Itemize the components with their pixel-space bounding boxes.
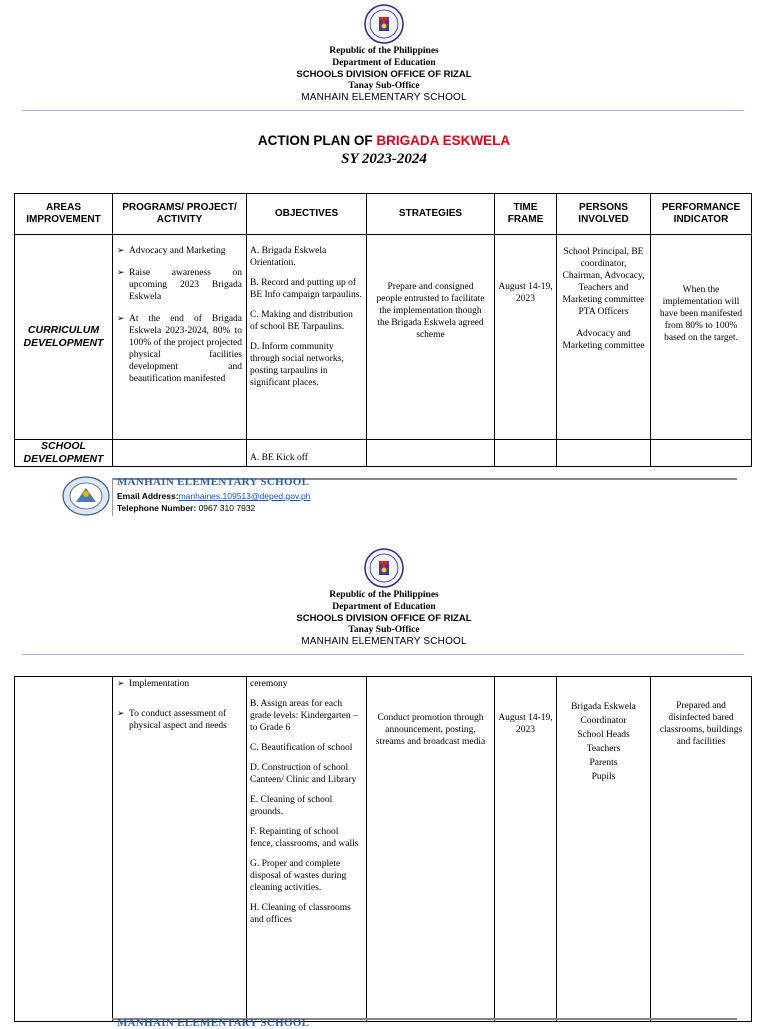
objective-item: C. Making and distribution of school BE Tarpaulins. xyxy=(250,310,353,332)
list-item: ➢ At the end of Brigada Eskwela 2023-2024, 80% to 100% of the project projected physical facilities development and beautification manifested xyxy=(117,314,242,384)
persons-item: Brigada Eskwela Coordinator xyxy=(571,702,636,726)
header-republic: Republic of the Philippines xyxy=(329,590,439,600)
persons-cell xyxy=(557,440,651,467)
header-republic: Republic of the Philippines xyxy=(329,46,439,56)
objective-item: B. Record and putting up of BE Info campaign tarpaulins. xyxy=(250,278,362,300)
objectives-cell xyxy=(247,677,367,1022)
footer-school-name: MANHAIN ELEMENTARY SCHOOL xyxy=(117,1017,310,1029)
header-department: Department of Education xyxy=(332,57,436,68)
deped-seal-icon xyxy=(364,4,404,44)
col-time-frame: TIME FRAME xyxy=(495,194,557,235)
col-areas: AREAS IMPROVEMENT xyxy=(15,194,113,235)
area-cell: CURRICULUM DEVELOPMENT xyxy=(15,235,113,440)
persons-cell xyxy=(557,677,651,1022)
header-school: MANHAIN ELEMENTARY SCHOOL xyxy=(301,636,467,647)
col-persons: PERSONS INVOLVED xyxy=(557,194,651,235)
persons-cell xyxy=(557,235,651,440)
persons-item: Pupils xyxy=(591,772,616,782)
footer-phone: Telephone Number: 0967 310 7932 xyxy=(117,503,256,513)
objective-item: F. Repainting of school fence, classrooms, and walls xyxy=(250,827,359,849)
persons-item: Teachers xyxy=(586,744,621,754)
arrow-bullet-icon: ➢ xyxy=(117,246,125,256)
list-item: ➢ Raise awareness on upcoming 2023 Brigada Eskwela xyxy=(117,268,242,302)
persons-item: School Principal, BE coordinator, Chairman, Advocacy, Teachers and Marketing committee PTA Officers xyxy=(562,247,645,317)
objective-item: A. Brigada Eskwela Orientation. xyxy=(250,246,327,268)
email-link[interactable]: manhaines.109513@deped.gov.ph xyxy=(178,491,311,501)
col-objectives: OBJECTIVES xyxy=(247,194,367,235)
title-highlight: BRIGADA ESKWELA xyxy=(376,133,511,148)
objective-item: H. Cleaning of classrooms and offices xyxy=(250,903,351,925)
list-item: ➢ To conduct assessment of physical aspect and needs xyxy=(117,709,227,731)
area-cell: SCHOOL DEVELOPMENT xyxy=(15,440,113,467)
programs-cell xyxy=(113,235,247,440)
header-department: Department of Education xyxy=(332,601,436,612)
indicator-cell xyxy=(651,440,752,467)
objective-item: C. Beautification of school xyxy=(250,743,353,753)
letterhead xyxy=(0,46,768,104)
objective-item: D. Inform community through social networks, posting tarpaulins in significant places. xyxy=(250,342,344,388)
page-title xyxy=(0,133,768,148)
strategies-cell: Prepare and consigned people entrusted to facilitate the implementation though the Brigada Eskwela agreed scheme xyxy=(367,235,495,440)
time-frame-cell xyxy=(495,440,557,467)
header-suboffice: Tanay Sub-Office xyxy=(348,80,420,91)
deped-seal-icon xyxy=(364,548,404,588)
letterhead xyxy=(0,590,768,648)
list-item: ➢ Advocacy and Marketing xyxy=(117,246,226,256)
objective-item: B. Assign areas for each grade levels: Kindergarten – to Grade 6 xyxy=(250,699,358,733)
col-indicator: PERFORMANCE INDICATOR xyxy=(651,194,752,235)
list-item: ➢ Implementation xyxy=(117,679,190,689)
arrow-bullet-icon: ➢ xyxy=(117,314,125,324)
footer-school-name: MANHAIN ELEMENTARY SCHOOL xyxy=(117,476,310,488)
strategies-cell xyxy=(367,440,495,467)
arrow-bullet-icon: ➢ xyxy=(117,268,125,278)
col-programs: PROGRAMS/ PROJECT/ ACTIVITY xyxy=(113,194,247,235)
header-suboffice: Tanay Sub-Office xyxy=(348,624,420,635)
persons-item: School Heads xyxy=(577,730,630,740)
objective-item: G. Proper and complete disposal of wastes during cleaning activities. xyxy=(250,859,347,893)
action-plan-table-page1 xyxy=(14,193,752,467)
indicator-cell: When the implementation will have been manifested from 80% to 100% based on the target. xyxy=(651,235,752,440)
area-cell xyxy=(15,677,113,1022)
header-divider xyxy=(22,110,744,111)
action-plan-table-page2 xyxy=(14,676,752,1022)
arrow-bullet-icon: ➢ xyxy=(117,679,125,689)
indicator-cell: Prepared and disinfected bared classrooms, buildings and facilities xyxy=(651,677,752,1022)
school-logo-icon xyxy=(62,476,110,516)
time-frame-cell: August 14-19, 2023 xyxy=(495,677,557,1022)
arrow-bullet-icon: ➢ xyxy=(117,709,125,719)
header-divider xyxy=(22,654,744,655)
header-school: MANHAIN ELEMENTARY SCHOOL xyxy=(301,92,467,103)
persons-item: Advocacy and Marketing committee xyxy=(562,329,645,351)
strategies-cell: Conduct promotion through announcement, posting, streams and broadcast media xyxy=(367,677,495,1022)
footer-separator xyxy=(112,479,113,516)
objectives-cell xyxy=(247,235,367,440)
programs-cell xyxy=(113,440,247,467)
objective-item: E. Cleaning of school grounds. xyxy=(250,795,333,817)
col-strategies: STRATEGIES xyxy=(367,194,495,235)
school-year: SY 2023-2024 xyxy=(341,151,427,167)
header-division: SCHOOLS DIVISION OFFICE OF RIZAL xyxy=(296,69,472,80)
table-row xyxy=(15,440,752,467)
title-prefix: ACTION PLAN OF xyxy=(257,133,377,148)
programs-cell xyxy=(113,677,247,1022)
table-row xyxy=(15,677,752,1022)
header-division: SCHOOLS DIVISION OFFICE OF RIZAL xyxy=(296,613,472,624)
objective-item: ceremony xyxy=(250,679,288,689)
persons-item: Parents xyxy=(589,758,618,768)
footer-email: Email Address:manhaines.109513@deped.gov.ph xyxy=(117,491,311,501)
table-header-row xyxy=(15,194,752,235)
table-row xyxy=(15,235,752,440)
time-frame-cell: August 14-19, 2023 xyxy=(495,235,557,440)
objectives-cell: A. BE Kick off xyxy=(247,440,367,467)
objective-item: D. Construction of school Canteen/ Clinic and Library xyxy=(250,763,357,785)
